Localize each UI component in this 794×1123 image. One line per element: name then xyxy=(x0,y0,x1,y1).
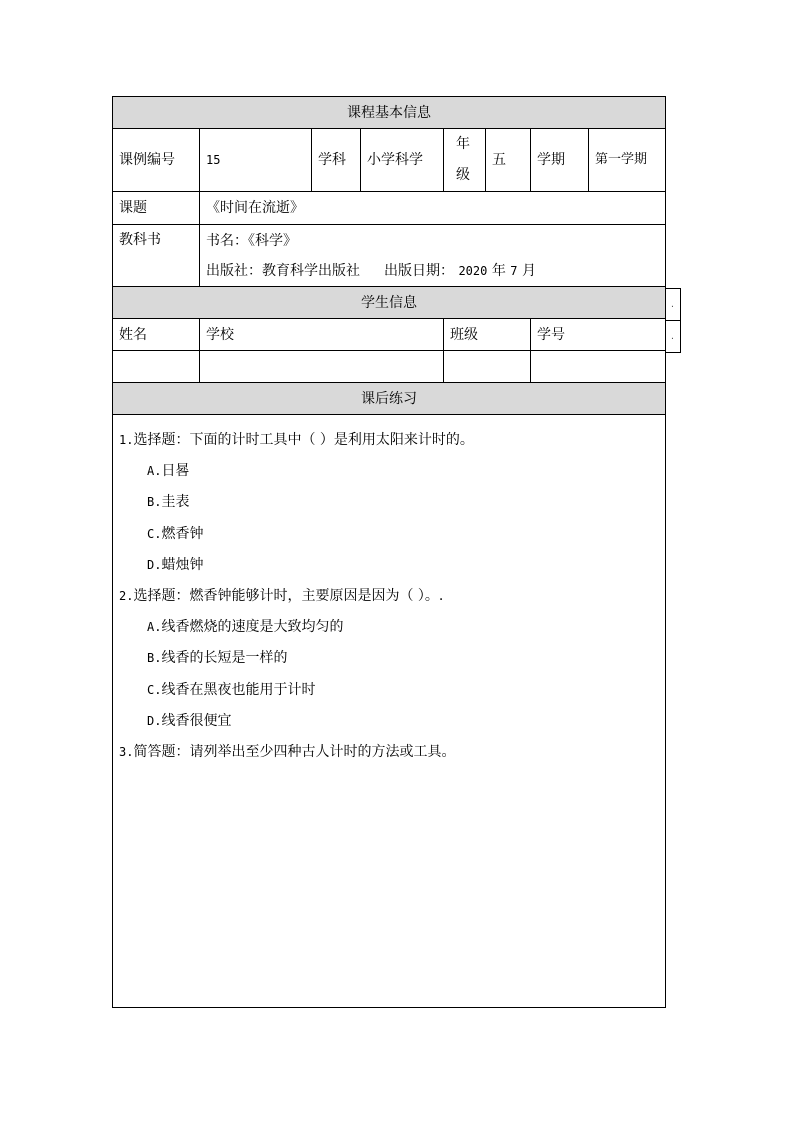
question-2-option-c xyxy=(119,675,659,706)
option-letter: D. xyxy=(147,713,162,728)
question-1 xyxy=(119,425,659,456)
option-text: 蜡烛钟 xyxy=(161,556,204,573)
question-2-option-a xyxy=(119,612,659,643)
book-name: 书名：《科学》 xyxy=(206,232,297,249)
question-1-number: 1. xyxy=(119,433,134,447)
exercises-header: 课后练习 xyxy=(113,383,666,415)
question-1-option-a xyxy=(119,456,659,487)
option-letter: B. xyxy=(147,495,162,510)
option-letter: B. xyxy=(147,651,162,666)
student-id-value-field[interactable] xyxy=(531,351,666,383)
case-number-value: 15 xyxy=(200,129,312,192)
semester-label: 学期 xyxy=(531,129,589,192)
question-1-option-c xyxy=(119,519,659,550)
publish-date-month-unit: 月 xyxy=(521,262,536,279)
course-info-header: 课程基本信息 xyxy=(113,97,666,129)
student-header-side-mark: . xyxy=(665,288,681,321)
question-2-option-b xyxy=(119,643,659,674)
publish-info xyxy=(206,256,659,286)
class-value-field[interactable] xyxy=(444,351,531,383)
textbook-details xyxy=(200,225,666,287)
question-3 xyxy=(119,737,659,768)
option-text: 线香的长短是一样的 xyxy=(161,650,288,667)
publish-date-label: 出版日期： xyxy=(384,262,454,279)
question-3-number: 3. xyxy=(119,744,134,759)
school-label: 学校 xyxy=(200,319,444,351)
name-value-field[interactable] xyxy=(113,351,200,383)
publish-date-year: 2020 xyxy=(458,263,488,278)
option-letter: D. xyxy=(147,557,162,572)
option-text: 线香燃烧的速度是大致均匀的 xyxy=(161,619,344,636)
name-label: 姓名 xyxy=(113,319,200,351)
option-letter: A. xyxy=(147,620,162,635)
semester-value: 第一学期 xyxy=(589,129,666,192)
question-2-number: 2. xyxy=(119,588,134,603)
option-text: 线香在黑夜也能用于计时 xyxy=(161,681,316,698)
option-text: 线香很便宜 xyxy=(161,712,232,729)
school-value-field[interactable] xyxy=(200,351,444,383)
subject-value: 小学科学 xyxy=(361,129,444,192)
option-letter: C. xyxy=(147,526,162,541)
question-2-option-d xyxy=(119,706,659,737)
option-text: 燃香钟 xyxy=(161,525,204,542)
question-2 xyxy=(119,581,659,612)
publish-date-year-unit: 年 xyxy=(491,262,506,279)
option-letter: A. xyxy=(147,464,162,479)
subject-label: 学科 xyxy=(312,129,361,192)
topic-value: 《时间在流逝》 xyxy=(200,192,666,225)
exercises-body xyxy=(113,415,666,1008)
topic-label: 课题 xyxy=(113,192,200,225)
option-letter: C. xyxy=(147,682,162,697)
student-id-label: 学号 xyxy=(531,319,666,351)
question-3-text: 简答题：请列举出至少四种古人计时的方法或工具。 xyxy=(133,743,456,760)
question-1-option-d xyxy=(119,550,659,581)
question-1-text: 选择题：下面的计时工具中（ ）是利用太阳来计时的。 xyxy=(133,432,474,448)
question-1-option-b xyxy=(119,487,659,518)
grade-value: 五 xyxy=(486,129,531,192)
class-label: 班级 xyxy=(444,319,531,351)
student-info-header: 学生信息 xyxy=(113,287,666,319)
case-number-label: 课例编号 xyxy=(113,129,200,192)
textbook-label: 教科书 xyxy=(113,225,200,287)
option-text: 日晷 xyxy=(161,463,190,480)
publisher: 出版社：教育科学出版社 xyxy=(206,262,360,279)
question-2-text: 选择题：燃香钟能够计时，主要原因是因为（ ）。. xyxy=(133,587,444,604)
student-labels-side-mark: . xyxy=(665,320,681,353)
grade-label: 年级 xyxy=(444,129,486,192)
publish-date-month: 7 xyxy=(510,263,518,278)
option-text: 圭表 xyxy=(161,494,190,511)
course-worksheet-table xyxy=(112,96,666,1008)
